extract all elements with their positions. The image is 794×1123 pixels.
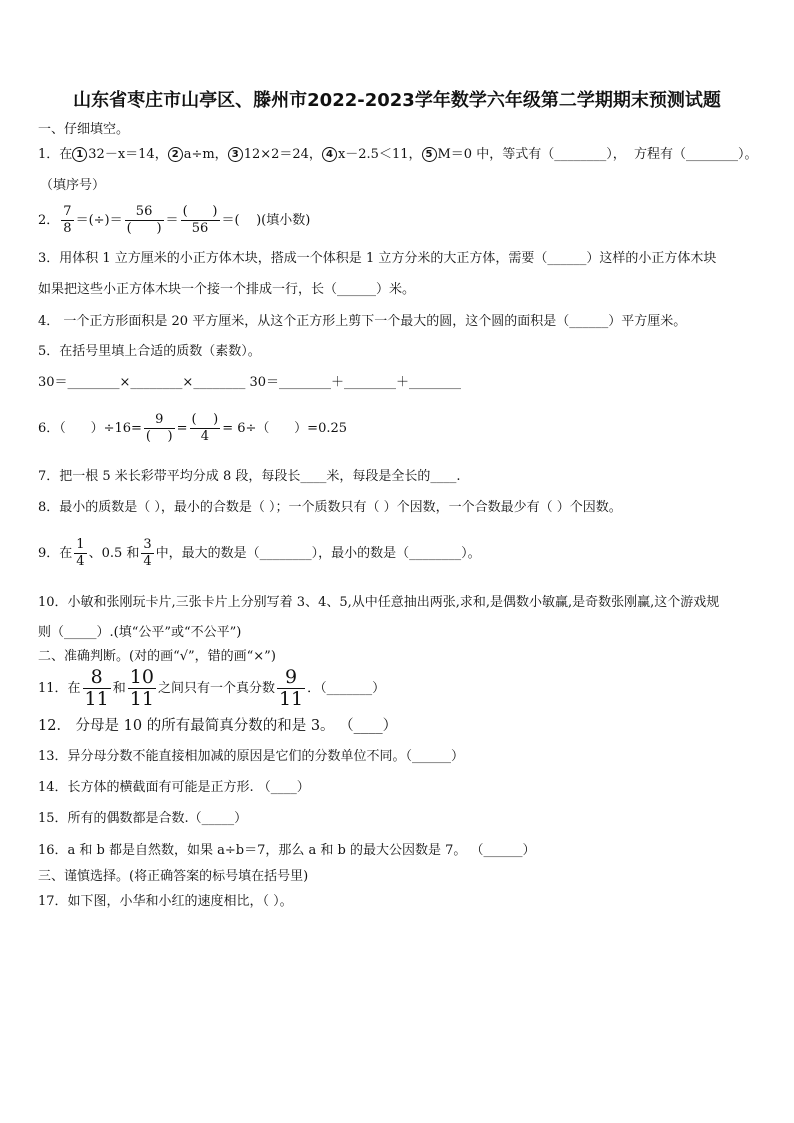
section-heading-judgment: 二、准确判断。(对的画“√”，错的画“×”)	[38, 649, 276, 664]
circled-number-2: 2	[168, 147, 183, 162]
q11-fraction-3	[277, 667, 305, 710]
q2-f3-numerator: ( )	[182, 204, 218, 219]
question-11	[38, 666, 774, 712]
q9-lead: 9．在	[38, 546, 73, 561]
question-16: 16．a 和 b 都是自然数，如果 a÷b＝7，那么 a 和 b 的最大公因数是 7。 （______）	[38, 843, 536, 858]
q6-f2-denominator: 4	[200, 429, 209, 444]
q2-fraction-2	[125, 204, 164, 237]
q11-fraction-2	[128, 667, 156, 710]
q2-f3-denominator: 56	[191, 221, 209, 236]
q9-f2-numerator: 3	[143, 537, 152, 552]
q9-fraction-1	[74, 537, 86, 570]
q11-text-2: 之间只有一个真分数	[157, 681, 275, 696]
q11-f1-denominator: 11	[84, 688, 109, 710]
q6-f1-numerator: 9	[144, 412, 175, 429]
q11-f1-numerator: 8	[83, 667, 111, 689]
q9-f1-denominator: 4	[76, 554, 85, 569]
q1-expr-3: 12×2＝24，	[243, 147, 322, 162]
q6-text-1: =	[176, 421, 188, 436]
question-10-line-1: 10．小敏和张刚玩卡片,三张卡片上分别写着 3、4、5,从中任意抽出两张,求和,是偶数小敏赢,是奇数张刚赢,这个游戏规	[38, 595, 720, 610]
q11-f3-numerator: 9	[277, 667, 305, 689]
q2-fraction-1	[61, 204, 73, 237]
q1-expr-5: M＝0 中，等式有（________）， 方程有（________）。	[437, 147, 758, 162]
q2-f2-denominator: ( )	[126, 221, 162, 236]
q2-f1-denominator: 8	[63, 221, 72, 236]
q6-f2-numerator: ( )	[191, 412, 219, 427]
q2-f1-numerator: 7	[63, 204, 72, 219]
q2-text-1: ＝(÷)＝	[75, 213, 123, 228]
q6-lead: 6．（ ）÷16=	[38, 421, 142, 436]
section-heading-fill-blank: 一、仔细填空。	[38, 122, 130, 137]
q11-text-1: 和	[112, 681, 126, 696]
q1-expr-1: 32－x＝14，	[88, 147, 168, 162]
question-1	[38, 146, 774, 164]
q2-lead: 2．	[38, 213, 60, 228]
q11-f2-numerator: 10	[129, 666, 154, 688]
q1-note: （填序号）	[40, 178, 106, 193]
q6-fraction-2	[190, 412, 221, 445]
q2-text-3: ＝( )(填小数)	[221, 213, 311, 228]
question-13: 13．异分母分数不能直接相加减的原因是它们的分数单位不同。（______）	[38, 749, 465, 764]
q9-text-2: 中，最大的数是（________），最小的数是（________）。	[155, 546, 481, 561]
q9-text-1: 、0.5 和	[88, 546, 140, 561]
section-heading-choice: 三、谨慎选择。(将正确答案的标号填在括号里)	[38, 869, 309, 884]
circled-number-5: 5	[422, 147, 437, 162]
q11-text-3: ．（_______）	[307, 681, 386, 696]
question-15: 15．所有的偶数都是合数.（_____）	[38, 811, 248, 826]
question-4: 4． 一个正方形面积是 20 平方厘米，从这个正方形上剪下一个最大的圆，这个圆的面积是（______）平方厘米。	[38, 314, 687, 329]
question-3-line-2: 如果把这些小正方体木块一个接一个排成一行，长（______）米。	[38, 282, 416, 297]
q9-f2-denominator: 4	[143, 554, 152, 569]
question-5-line-1: 5．在括号里填上合适的质数（素数）。	[38, 344, 261, 359]
question-12: 12． 分母是 10 的所有最简真分数的和是 3。 （____）	[38, 718, 398, 734]
q1-expr-4: x－2.5＜11，	[337, 147, 422, 162]
q11-lead: 11．在	[38, 681, 81, 696]
question-6	[38, 410, 774, 448]
q6-fraction-1	[144, 412, 175, 445]
question-2	[38, 203, 774, 239]
question-17: 17．如下图，小华和小红的速度相比，（ ）。	[38, 894, 293, 909]
q6-f1-denominator: ( )	[145, 429, 173, 444]
circled-number-4: 4	[322, 147, 337, 162]
q6-text-2: = 6÷（ ）=0.25	[222, 421, 348, 436]
circled-number-3: 3	[228, 147, 243, 162]
q11-f2-denominator: 11	[129, 688, 154, 710]
q11-f3-denominator: 11	[278, 688, 304, 710]
q9-f1-numerator: 1	[76, 537, 85, 552]
q11-fraction-1	[83, 667, 111, 710]
question-10-line-2: 则（_____）.(填“公平”或“不公平”)	[38, 625, 242, 640]
question-5-line-2: 30＝________×________×________ 30＝________＋________＋________	[38, 375, 462, 390]
q1-lead: 1．在	[38, 147, 73, 162]
q2-text-2: ＝	[165, 213, 179, 228]
q1-expr-2: a÷m，	[183, 147, 228, 162]
q2-f2-numerator: 56	[125, 204, 164, 221]
question-3-line-1: 3．用体积 1 立方厘米的小正方体木块，搭成一个体积是 1 立方分米的大正方体，需要（______）这样的小正方体木块	[38, 251, 717, 266]
question-9	[38, 535, 774, 573]
exam-title: 山东省枣庄市山亭区、滕州市2022-2023学年数学六年级第二学期期末预测试题	[73, 90, 721, 111]
q2-fraction-3	[181, 204, 220, 237]
question-14: 14．长方体的横截面有可能是正方形. （____）	[38, 780, 310, 795]
circled-number-1: 1	[72, 147, 87, 162]
q9-fraction-2	[141, 537, 153, 570]
question-7: 7．把一根 5 米长彩带平均分成 8 段，每段长____米，每段是全长的____.	[38, 469, 461, 484]
question-8: 8．最小的质数是（ ），最小的合数是（ ）；一个质数只有（ ）个因数，一个合数最少有（ ）个因数。	[38, 500, 622, 515]
